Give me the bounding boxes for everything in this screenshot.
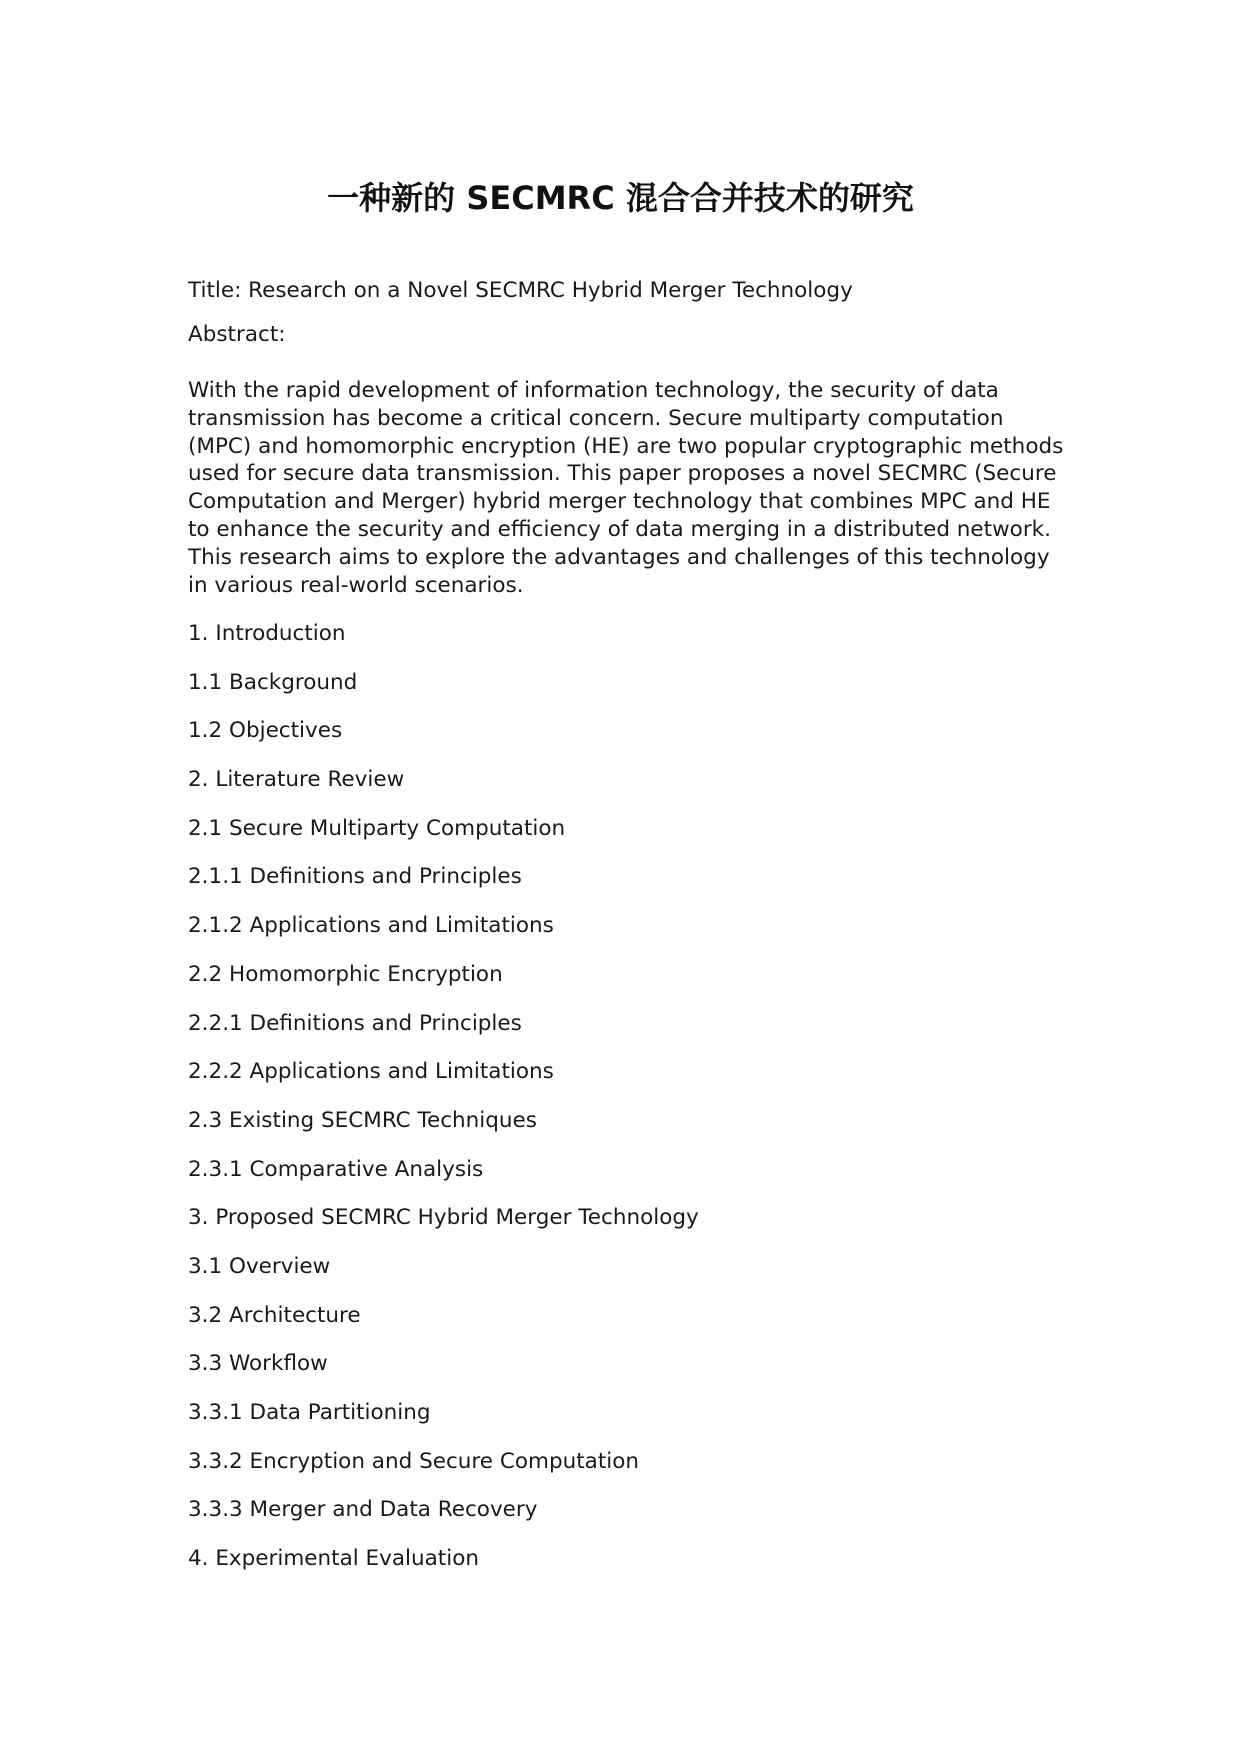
document-heading: 一种新的 SECMRC 混合合并技术的研究 — [327, 179, 914, 217]
title-line: Title: Research on a Novel SECMRC Hybrid Merger Technology — [188, 278, 853, 303]
toc-item: 1.1 Background — [188, 669, 358, 695]
toc-item: 2. Literature Review — [188, 767, 405, 793]
toc-item: 1.2 Objectives — [188, 718, 343, 744]
toc-item: 4. Experimental Evaluation — [188, 1546, 479, 1572]
toc-item: 2.1.2 Applications and Limitations — [188, 913, 554, 939]
toc-item: 3.2 Architecture — [188, 1302, 361, 1328]
toc-item: 2.3.1 Comparative Analysis — [188, 1156, 484, 1182]
toc-item: 2.3 Existing SECMRC Techniques — [188, 1107, 537, 1133]
toc-item: 3. Proposed SECMRC Hybrid Merger Technology — [188, 1205, 699, 1231]
toc-item: 3.1 Overview — [188, 1253, 331, 1279]
toc-item: 2.2.2 Applications and Limitations — [188, 1059, 554, 1085]
abstract-paragraph: With the rapid development of information technology, the security of data transmission has become a critical concern. Secure multiparty computation (MPC) and homomorphic encryption (HE) are two popular cryptographic methods used for secure data transmission. This paper proposes a novel SECMRC (Secure Computation and Merger) hybrid merger technology that combines MPC and HE to enhance the security and efficiency of data merging in a distributed network. This research aims to explore the advantages and challenges of this technology in various real-world scenarios. — [188, 378, 1064, 598]
toc-item: 2.2.1 Definitions and Principles — [188, 1010, 522, 1036]
toc-item: 3.3.2 Encryption and Secure Computation — [188, 1448, 640, 1474]
abstract-label: Abstract: — [188, 322, 286, 347]
toc-item: 3.3 Workflow — [188, 1351, 328, 1377]
toc-item: 2.2 Homomorphic Encryption — [188, 961, 503, 987]
toc-item: 1. Introduction — [188, 621, 346, 646]
toc-item: 3.3.1 Data Partitioning — [188, 1400, 431, 1425]
table-of-contents — [188, 620, 1068, 1594]
toc-item: 2.1 Secure Multiparty Computation — [188, 815, 566, 841]
toc-item: 2.1.1 Definitions and Principles — [188, 864, 522, 890]
toc-item: 3.3.3 Merger and Data Recovery — [188, 1497, 538, 1523]
